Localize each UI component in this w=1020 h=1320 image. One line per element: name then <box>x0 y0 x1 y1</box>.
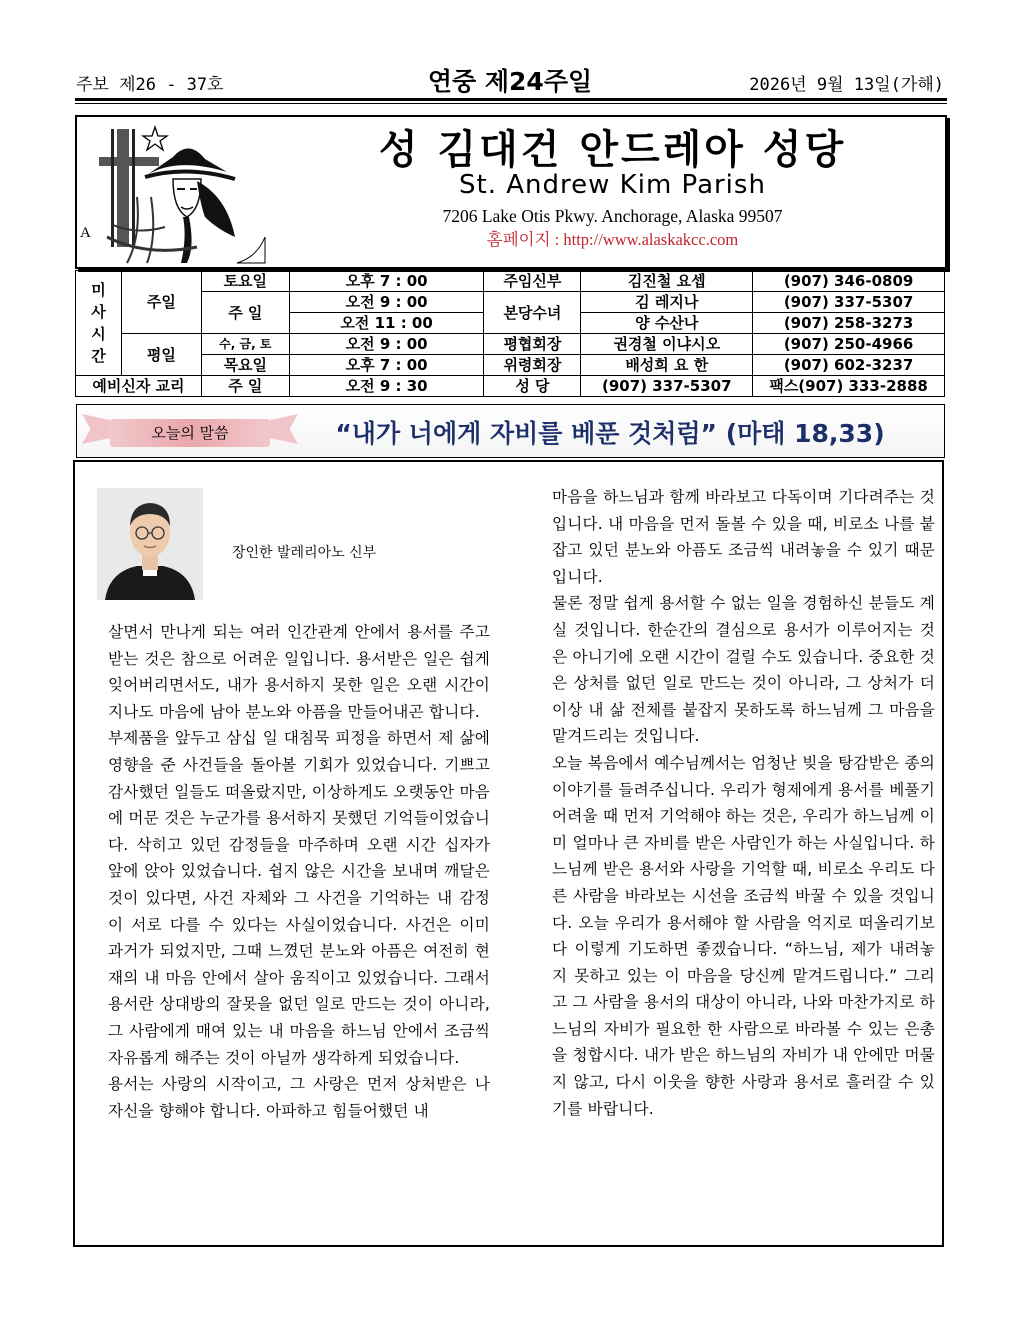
church-address: 7206 Lake Otis Pkwy. Anchorage, Alaska 99507 <box>442 206 783 226</box>
staff-name: 배성희 요 한 <box>581 355 753 376</box>
schedule-time: 오전 9 : 00 <box>289 334 484 355</box>
word-banner-verse: “내가 너에게 자비를 베푼 것처럼” (마태 18,33) <box>335 419 885 448</box>
staff-role: 평협회장 <box>484 334 581 355</box>
schedule-time: 오전 9 : 00 <box>289 292 484 313</box>
issue-date: 2026년 9월 13일(가해) <box>749 75 944 95</box>
schedule-time: 오전 9 : 30 <box>289 376 484 397</box>
mass-schedule-table <box>75 270 945 397</box>
article-left-column <box>108 619 490 1124</box>
author-photo <box>97 488 203 600</box>
church-logo <box>77 117 272 265</box>
schedule-day: 목요일 <box>201 355 289 376</box>
article-paragraph: 물론 정말 쉽게 용서할 수 없는 일을 경험하신 분들도 계실 것입니다. 한순간의 결심으로 용서가 이루어지는 것은 아니기에 오랜 시간이 걸릴 수도 있습니다. 중요한 것은 상처를 없던 일로 만드는 것이 아니라, 그 상처가 더 이상 내 삶 전체를 붙잡지 못하도록 하느님께 그 마음을 맡겨드리는 것입니다. <box>552 594 935 746</box>
weekday-label: 평일 <box>121 334 201 376</box>
article-paragraph: 용서는 사랑의 시작이고, 그 사랑은 먼저 상처받은 나 자신을 향해야 합니다. 아파하고 힘들어했던 내 <box>108 1075 490 1120</box>
article-paragraph: 오늘 복음에서 예수님께서는 엄청난 빚을 탕감받은 종의 이야기를 들려주십니다. 우리가 형제에게 용서를 베풀기 어려울 때 먼저 기억해야 하는 것은, 우리가 하느님께 이미 얼마나 큰 자비를 받은 사람인가 하는 사실입니다. 하느님께 받은 용서와 사랑을 기억할 때, 비로소 우리도 다른 사람을 바라보는 시선을 조금씩 바꿀 수 있을 것입니다. 오늘 우리가 용서해야 할 사람을 억지로 떠올리기보다 이렇게 기도하면 좋겠습니다. “하느님, 제가 내려놓지 못하고 있는 이 마음을 당신께 맡겨드립니다.” 그리고 그 사람을 용서의 대상이 아니라, 나와 마찬가지로 하느님의 자비가 필요한 한 사람으로 바라볼 수 있는 은총을 청합시다. 내가 받은 하느님의 자비가 내 안에만 머물지 않고, 다시 이웃을 향한 사랑과 용서로 흘러갈 수 있기를 바랍니다. <box>552 753 935 1118</box>
cross-and-figure-logo-icon <box>77 117 272 265</box>
staff-phone: (907) 250-4966 <box>753 334 945 355</box>
logo-letter: A <box>80 225 91 241</box>
header-rule-thin <box>75 103 947 104</box>
church-homepage-link[interactable]: 홈페이지 : http://www.alaskakcc.com <box>486 230 739 249</box>
staff-phone: (907) 602-3237 <box>753 355 945 376</box>
church-name-english: St. Andrew Kim Parish <box>459 170 766 200</box>
schedule-day: 주 일 <box>201 292 289 334</box>
schedule-time: 오전 11 : 00 <box>289 313 484 334</box>
article-paragraph: 살면서 만나게 되는 여러 인간관계 안에서 용서를 주고받는 것은 참으로 어려운 일입니다. 용서받은 일은 쉽게 잊어버리면서도, 내가 용서하지 못한 일은 오랜 시간이 지나도 마음에 남아 분노와 아픔을 만들어내곤 합니다. <box>108 623 490 721</box>
table-row <box>76 292 945 313</box>
sunday-label: 주일 <box>121 271 201 334</box>
liturgical-week: 연중 제24주일 <box>427 67 593 96</box>
article-paragraph: 마음을 하느님과 함께 바라보고 다독이며 기다려주는 것입니다. 내 마음을 먼저 돌볼 수 있을 때, 비로소 나를 붙잡고 있던 분노와 아픔도 조금씩 내려놓을 수 있기 때문입니다. <box>552 488 935 586</box>
staff-name: 권경철 이냐시오 <box>581 334 753 355</box>
staff-phone: (907) 346-0809 <box>753 271 945 292</box>
church-name-korean: 성 김대건 안드레아 성당 <box>378 127 847 173</box>
staff-role: 본당수녀 <box>484 292 581 334</box>
table-row <box>76 376 945 397</box>
staff-name: 김 레지나 <box>581 292 753 313</box>
schedule-time: 오후 7 : 00 <box>289 271 484 292</box>
table-row <box>76 334 945 355</box>
staff-role: 위령회장 <box>484 355 581 376</box>
article-paragraph: 부제품을 앞두고 삼십 일 대침묵 피정을 하면서 제 삶에 영향을 준 사건들을 돌아볼 기회가 있었습니다. 기쁘고 감사했던 일들도 떠올랐지만, 이상하게도 오랫동안 마음에 머문 것은 누군가를 용서하지 못했던 기억들이었습니다. 삭히고 있던 감정들을 마주하며 오랜 시간 십자가 앞에 앉아 있었습니다. 쉽지 않은 시간을 보내며 깨달은 것이 있다면, 사건 자체와 그 사건을 기억하는 내 감정이 서로 다를 수 있다는 사실이었습니다. 사건은 이미 과거가 되었지만, 그때 느꼈던 분노와 아픔은 여전히 현재의 내 마음 안에서 살아 움직이고 있었습니다. 그래서 용서란 상대방의 잘못을 없던 일로 만드는 것이 아니라, 그 사람에게 매여 있는 내 마음을 하느님 안에서 조금씩 자유롭게 해주는 것이 아닐까 생각하게 되었습니다. <box>108 729 491 1067</box>
staff-name: 김진철 요셉 <box>581 271 753 292</box>
staff-phone: (907) 337-5307 <box>753 292 945 313</box>
author-name: 장인한 발레리아노 신부 <box>232 545 377 561</box>
church-fax: 팩스(907) 333-2888 <box>753 376 945 397</box>
table-row <box>76 355 945 376</box>
church-phone: (907) 337-5307 <box>581 376 753 397</box>
catechumen-label: 예비신자 교리 <box>76 376 202 397</box>
article-right-column <box>552 484 935 1122</box>
staff-role: 주임신부 <box>484 271 581 292</box>
schedule-day: 토요일 <box>201 271 289 292</box>
staff-phone: (907) 258-3273 <box>753 313 945 334</box>
table-row <box>76 271 945 292</box>
staff-name: 양 수산나 <box>581 313 753 334</box>
priest-portrait-icon <box>97 488 203 600</box>
schedule-time: 오후 7 : 00 <box>289 355 484 376</box>
schedule-day: 수, 금, 토 <box>201 334 289 355</box>
staff-role: 성 당 <box>484 376 581 397</box>
word-banner-tag: 오늘의 말씀 <box>110 419 270 447</box>
mass-times-side-label: 미 사 시 간 <box>76 271 122 376</box>
issue-number: 주보 제26 - 37호 <box>76 75 224 95</box>
schedule-day: 주 일 <box>201 376 289 397</box>
header-rule <box>75 98 947 101</box>
